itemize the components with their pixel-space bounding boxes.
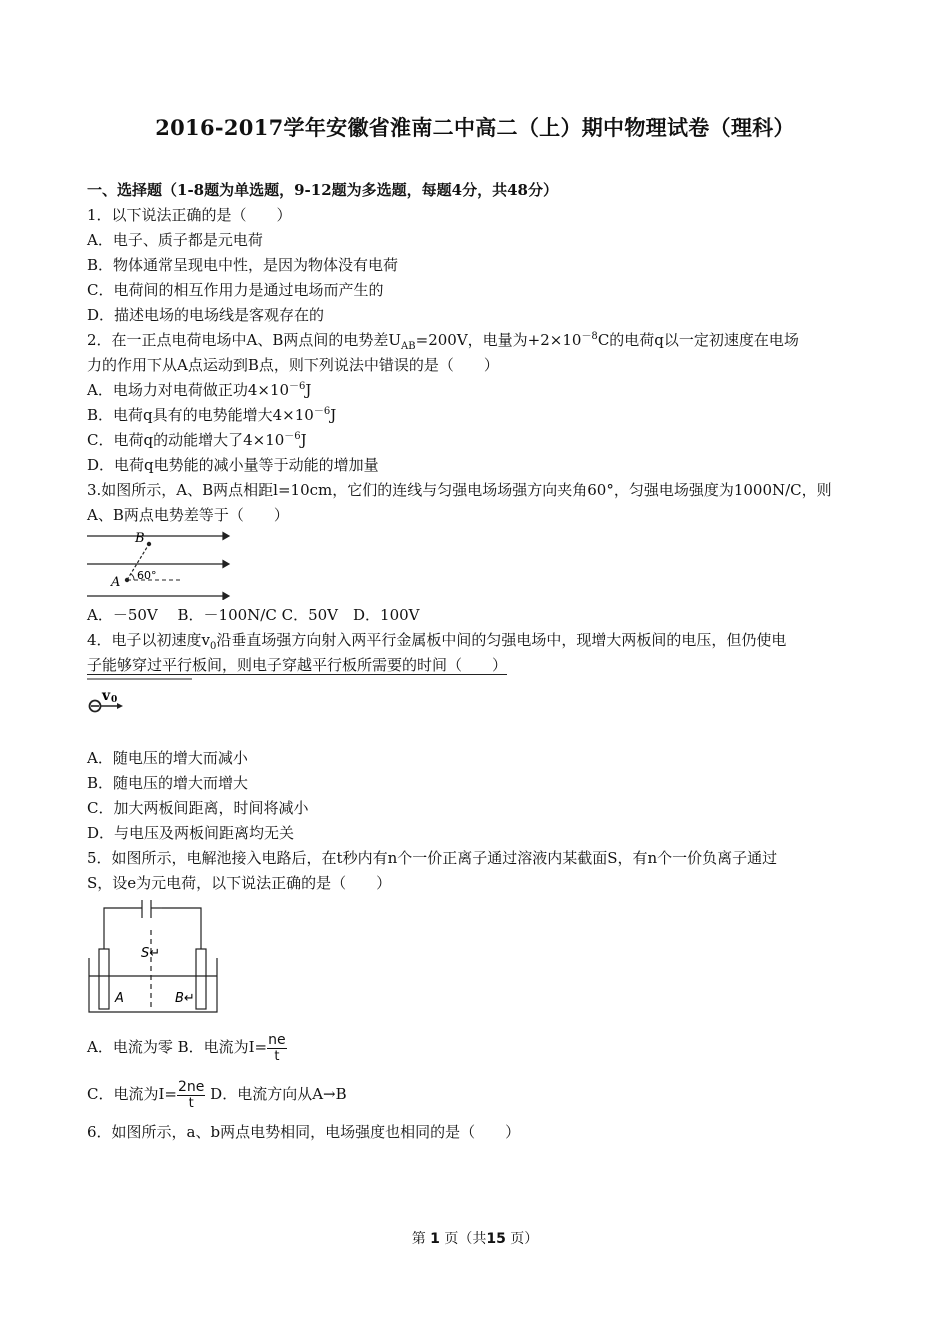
- q5-options-ab: A．电流为零 B．电流为I= $\frac{ne}{t}$: [87, 1032, 286, 1064]
- q3-fig-label-a: A: [111, 575, 121, 590]
- q4-stem-line1: 4．电子以初速度$v_0$沿垂直场强方向射入两平行金属板中间的匀强电场中，现增大两板间的电压，但仍使电: [87, 631, 787, 652]
- q1-option-d: D．描述电场的电场线是客观存在的: [87, 306, 325, 324]
- q4-electron-diagram: [87, 678, 192, 738]
- q4-option-d: D．与电压及两板间距离均无关: [87, 824, 295, 842]
- q2-stem-line1: 2．在一正点电荷电场中A、B两点间的电势差$U_{AB}=200V$，电量为$+2\times 10^{-8}C$的电荷q以一定初速度在电场: [87, 331, 799, 352]
- q5-stem-line2: S，设e为元电荷，以下说法正确的是（ ）: [87, 874, 392, 892]
- q5-fig-label-s: S↵: [141, 946, 161, 961]
- q1-stem: 1．以下说法正确的是（ ）: [87, 206, 292, 224]
- q3-stem-line1: 3.如图所示，A、B两点相距l=10cm，它们的连线与匀强电场场强方向夹角60°，匀强电场强度为1000N/C，则: [87, 481, 832, 499]
- q2-option-d: D．电荷q电势能的减小量等于动能的增加量: [87, 456, 379, 474]
- q2-option-a: A．电场力对电荷做正功$4\times 10^{-6}J$: [87, 381, 312, 399]
- q2-option-c: C．电荷q的动能增大了$4\times 10^{-6}J$: [87, 431, 307, 449]
- q5-fraction-ne-over-t: $\frac{ne}{t}$: [268, 1032, 286, 1064]
- q2-option-b: B．电荷q具有的电势能增大$4\times 10^{-6}J$: [87, 406, 337, 424]
- q4-fig-v: v: [102, 688, 111, 704]
- q3-stem-line2: A、B两点电势差等于（ ）: [87, 506, 289, 524]
- q3-fig-angle: 60°: [137, 569, 157, 582]
- q5-fig-label-b: B↵: [175, 991, 195, 1006]
- q3-fig-label-b: B: [135, 531, 145, 546]
- q4-option-b: B．随电压的增大而增大: [87, 774, 249, 792]
- section-heading: 一、选择题（1-8题为单选题，9-12题为多选题，每题4分，共48分）: [87, 181, 558, 199]
- q4-stem-line2: 子能够穿过平行板间，则电子穿越平行板所需要的时间（ ）: [87, 656, 508, 674]
- page-total: 15: [486, 1231, 506, 1247]
- q3-field-diagram: [87, 528, 232, 600]
- q2-stem-line2: 力的作用下从A点运动到B点，则下列说法中错误的是（ ）: [87, 356, 499, 374]
- q5-options-cd: C．电流为I= $\frac{2ne}{t}$ D．电流方向从A→B: [87, 1079, 347, 1111]
- q1-option-a: A．电子、质子都是元电荷: [87, 231, 263, 249]
- q3-options: A．－50V B．－100N/C C．50V D．100V: [87, 606, 420, 624]
- q5-fraction-2ne-over-t: $\frac{2ne}{t}$: [177, 1079, 205, 1111]
- q5-stem-line1: 5．如图所示，电解池接入电路后，在t秒内有n个一价正离子通过溶液内某截面S，有n个一价负离子通过: [87, 849, 778, 867]
- q6-stem: 6．如图所示，a、b两点电势相同，电场强度也相同的是（ ）: [87, 1123, 521, 1141]
- exam-content: [87, 178, 867, 1145]
- page-number: 1: [430, 1231, 440, 1247]
- q4-option-a: A．随电压的增大而减小: [87, 749, 248, 767]
- q4-option-c: C．加大两板间距离，时间将减小: [87, 799, 309, 817]
- q1-option-c: C．电荷间的相互作用力是通过电场而产生的: [87, 281, 384, 299]
- q5-fig-label-a: A: [115, 991, 124, 1006]
- exam-title: 2016-2017学年安徽省淮南二中高二（上）期中物理试卷（理科）: [155, 115, 795, 140]
- page-footer: 第 1 页（共15 页）: [411, 1231, 539, 1247]
- q5-electrolytic-cell-diagram: [87, 900, 222, 1018]
- q1-option-b: B．物体通常呈现电中性，是因为物体没有电荷: [87, 256, 399, 274]
- q4-fig-v-sub: 0: [111, 695, 118, 705]
